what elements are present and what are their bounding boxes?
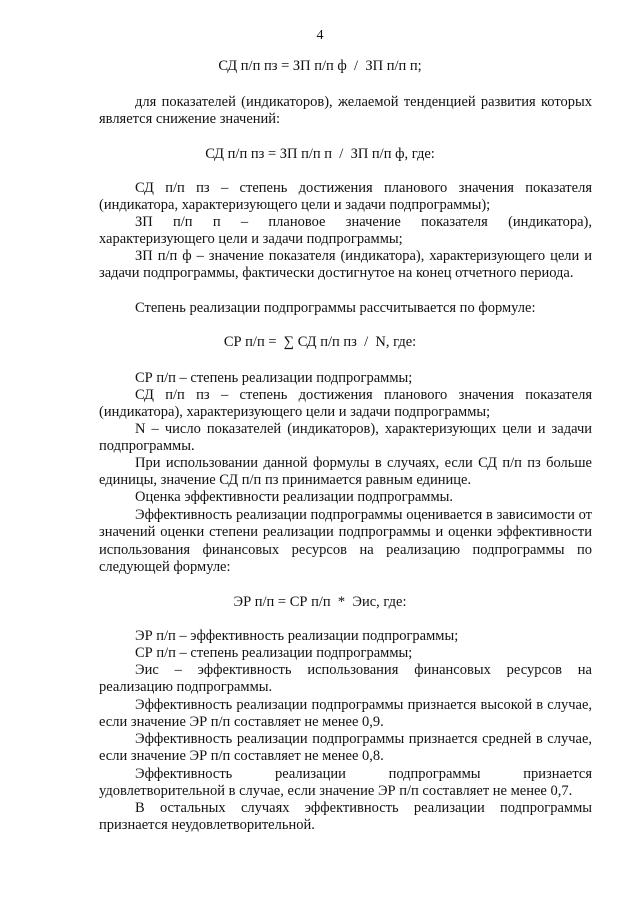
paragraph-efficiency-medium: Эффективность реализации подпрограммы признается средней в случае, если значение ЭР п/п составляет не менее 0,8.: [99, 731, 592, 765]
formula-efficiency: ЭР п/п = СР п/п * Эис, где:: [233, 594, 407, 610]
formula-target-increase: СД п/п пз = ЗП п/п ф / ЗП п/п п;: [218, 58, 422, 74]
definition-er: ЭР п/п – эффективность реализации подпрограммы;: [135, 628, 459, 644]
paragraph-efficiency-high: Эффективность реализации подпрограммы признается высокой в случае, если значение ЭР п/п составляет не менее 0,9.: [99, 697, 592, 731]
paragraph-formula-usage: При использовании данной формулы в случаях, если СД п/п пз больше единицы, значение СД п/п пз принимается равным единице.: [99, 455, 592, 489]
definition-zp-plan: ЗП п/п п – плановое значение показателя (индикатора), характеризующего цели и задачи подпрограммы;: [99, 214, 592, 248]
paragraph-implementation-degree: Степень реализации подпрограммы рассчитывается по формуле:: [135, 300, 536, 316]
definition-zp-fact: ЗП п/п ф – значение показателя (индикатора), характеризующего цели и задачи подпрограммы, фактически достигнутое на конец отчетного периода.: [99, 248, 592, 282]
definition-sr: СР п/п – степень реализации подпрограммы;: [135, 370, 413, 386]
paragraph-decrease-indicators: для показателей (индикаторов), желаемой тенденцией развития которых является снижение значений:: [99, 94, 592, 128]
definition-sd-pz: СД п/п пз – степень достижения планового значения показателя (индикатора, характеризующего цели и задачи подпрограммы);: [99, 180, 592, 214]
paragraph-efficiency-unsatisfactory: В остальных случаях эффективность реализации подпрограммы признается неудовлетворительной.: [99, 800, 592, 834]
page-number: 4: [316, 28, 324, 43]
paragraph-efficiency-assessment: Эффективность реализации подпрограммы оценивается в зависимости от значений оценки степени реализации подпрограммы и оценки эффективности использования финансовых ресурсов на реализацию подпрограммы по следующей формуле:: [99, 507, 592, 576]
definition-sr-2: СР п/п – степень реализации подпрограммы;: [135, 645, 413, 661]
definition-sd-pz-2: СД п/п пз – степень достижения планового значения показателя (индикатора), характеризующего цели и задачи подпрограммы;: [99, 387, 592, 421]
paragraph-efficiency-satisfactory: Эффективность реализации подпрограммы признается удовлетворительной в случае, если значение ЭР п/п составляет не менее 0,7.: [99, 766, 592, 800]
formula-implementation-degree: СР п/п = ∑ СД п/п пз / N, где:: [223, 334, 417, 350]
definition-eis: Эис – эффективность использования финансовых ресурсов на реализацию подпрограммы.: [99, 662, 592, 696]
formula-target-decrease: СД п/п пз = ЗП п/п п / ЗП п/п ф, где:: [205, 146, 435, 162]
paragraph-efficiency-heading: Оценка эффективности реализации подпрограммы.: [135, 489, 453, 505]
definition-n: N – число показателей (индикаторов), характеризующих цели и задачи подпрограммы.: [99, 421, 592, 455]
